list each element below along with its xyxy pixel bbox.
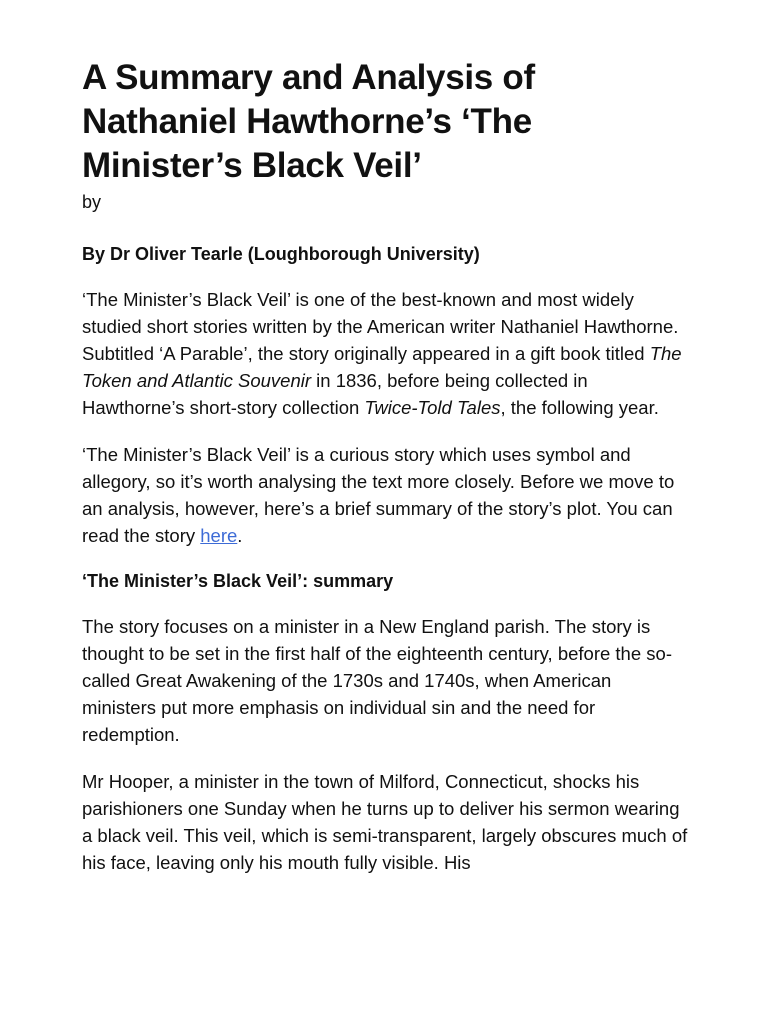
paragraph-text: in 1836, before being collected in Hawthorne’s short-story collection — [82, 370, 588, 418]
story-link[interactable]: here — [200, 525, 238, 546]
byline: by — [82, 192, 102, 212]
paragraph-analysis-intro — [82, 441, 690, 549]
paragraph-mr-hooper: Mr Hooper, a minister in the town of Milford, Connecticut, shocks his parishioners one Sunday when he turns up to deliver his sermon wearing a black veil. This veil, which is semi-transparent, largely obscures much of his face, leaving only his mouth fully visible. His — [82, 771, 688, 873]
paragraph-text: , the following year. — [500, 397, 659, 418]
paragraph-text: . — [237, 525, 243, 546]
book-title-token: The Token and Atlantic Souvenir — [82, 343, 682, 391]
book-title-twice-told-tales: Twice-Told Tales — [364, 397, 501, 418]
paragraph-text: ‘The Minister’s Black Veil’ is one of the best-known and most widely studied short stories written by the American writer Nathaniel Hawthorne. Subtitled ‘A Parable’, the story originally appeared in a gift book titled — [82, 289, 679, 364]
page-title: A Summary and Analysis of Nathaniel Hawthorne’s ‘The Minister’s Black Veil’ — [82, 58, 535, 185]
paragraph-setting: The story focuses on a minister in a New England parish. The story is thought to be set in the first half of the eighteenth century, before the so-called Great Awakening of the 1730s and 1740s, when American ministers put more emphasis on individual sin and the need for redemption. — [82, 616, 672, 745]
paragraph-text: ‘The Minister’s Black Veil’ is a curious story which uses symbol and allegory, so it’s worth analysing the text more closely. Before we move to an analysis, however, here’s a brief summary of the story’s plot. You can read the story — [82, 444, 675, 546]
article — [82, 56, 690, 876]
section-heading-summary: ‘The Minister’s Black Veil’: summary — [82, 571, 394, 591]
author-line: By Dr Oliver Tearle (Loughborough University) — [82, 244, 480, 264]
paragraph-intro — [82, 286, 690, 421]
